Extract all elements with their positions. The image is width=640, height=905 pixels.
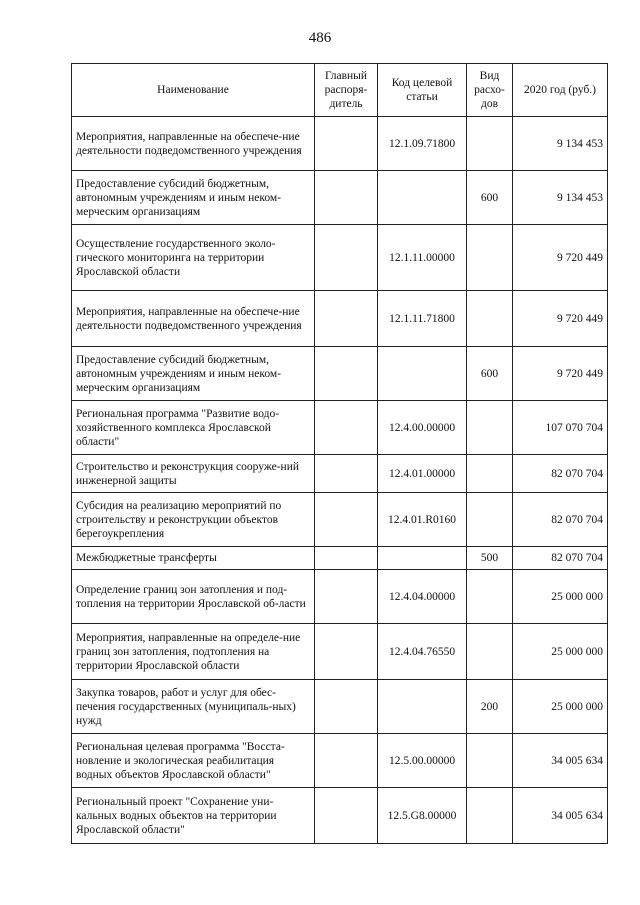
row-type-cell: 200 bbox=[467, 680, 513, 734]
row-name-cell: Осуществление государственного эколо-гического мониторинга на территории Ярославской области bbox=[72, 225, 315, 291]
row-admin-cell bbox=[315, 291, 378, 347]
row-admin-cell bbox=[315, 788, 378, 844]
header-amount: 2020 год (руб.) bbox=[513, 64, 608, 117]
table-row bbox=[72, 455, 608, 493]
row-amount-cell: 34 005 634 bbox=[513, 734, 608, 788]
header-admin: Главный распоря-дитель bbox=[315, 64, 378, 117]
row-amount-cell: 9 720 449 bbox=[513, 347, 608, 401]
row-name-cell: Региональная программа "Развитие водо-хозяйственного комплекса Ярославской области" bbox=[72, 401, 315, 455]
row-code-cell: 12.5.00.00000 bbox=[378, 734, 467, 788]
table-row bbox=[72, 624, 608, 680]
row-code-cell: 12.1.11.71800 bbox=[378, 291, 467, 347]
budget-table bbox=[71, 63, 608, 844]
row-code-cell: 12.4.00.00000 bbox=[378, 401, 467, 455]
table-row bbox=[72, 570, 608, 624]
row-name-cell: Строительство и реконструкция сооруже-ний инженерной защиты bbox=[72, 455, 315, 493]
row-type-cell bbox=[467, 493, 513, 547]
table-row bbox=[72, 788, 608, 844]
table-row bbox=[72, 493, 608, 547]
table-row bbox=[72, 171, 608, 225]
row-name-cell: Мероприятия, направленные на обеспече-ние деятельности подведомственного учреждения bbox=[72, 117, 315, 171]
row-admin-cell bbox=[315, 570, 378, 624]
row-code-cell: 12.5.G8.00000 bbox=[378, 788, 467, 844]
row-admin-cell bbox=[315, 680, 378, 734]
row-code-cell: 12.4.04.76550 bbox=[378, 624, 467, 680]
row-code-cell bbox=[378, 680, 467, 734]
row-amount-cell: 25 000 000 bbox=[513, 624, 608, 680]
row-type-cell bbox=[467, 734, 513, 788]
row-type-cell bbox=[467, 117, 513, 171]
row-type-cell bbox=[467, 225, 513, 291]
row-name-cell: Закупка товаров, работ и услуг для обес-печения государственных (муниципаль-ных) нужд bbox=[72, 680, 315, 734]
page-number: 486 bbox=[308, 30, 332, 46]
table-header-row bbox=[72, 64, 608, 117]
row-type-cell bbox=[467, 570, 513, 624]
row-admin-cell bbox=[315, 547, 378, 570]
row-name-cell: Региональный проект "Сохранение уни-кальных водных объектов на территории Ярославской области" bbox=[72, 788, 315, 844]
row-type-cell bbox=[467, 291, 513, 347]
table-row bbox=[72, 117, 608, 171]
row-admin-cell bbox=[315, 734, 378, 788]
row-admin-cell bbox=[315, 171, 378, 225]
row-code-cell: 12.1.11.00000 bbox=[378, 225, 467, 291]
row-type-cell: 600 bbox=[467, 347, 513, 401]
row-amount-cell: 9 720 449 bbox=[513, 291, 608, 347]
row-code-cell: 12.4.01.R0160 bbox=[378, 493, 467, 547]
row-name-cell: Предоставление субсидий бюджетным, автономным учреждениям и иным неком-мерческим организациям bbox=[72, 347, 315, 401]
row-amount-cell: 9 134 453 bbox=[513, 171, 608, 225]
header-code: Код целевой статьи bbox=[378, 64, 467, 117]
row-type-cell: 600 bbox=[467, 171, 513, 225]
table-row bbox=[72, 547, 608, 570]
row-name-cell: Межбюджетные трансферты bbox=[72, 547, 315, 570]
row-code-cell: 12.4.01.00000 bbox=[378, 455, 467, 493]
row-code-cell bbox=[378, 347, 467, 401]
row-admin-cell bbox=[315, 624, 378, 680]
row-code-cell: 12.1.09.71800 bbox=[378, 117, 467, 171]
row-code-cell bbox=[378, 547, 467, 570]
row-amount-cell: 25 000 000 bbox=[513, 680, 608, 734]
row-type-cell bbox=[467, 455, 513, 493]
row-amount-cell: 82 070 704 bbox=[513, 493, 608, 547]
row-name-cell: Субсидия на реализацию мероприятий по строительству и реконструкции объектов берегоукрепления bbox=[72, 493, 315, 547]
row-amount-cell: 82 070 704 bbox=[513, 455, 608, 493]
row-name-cell: Определение границ зон затопления и под-топления на территории Ярославской об-ласти bbox=[72, 570, 315, 624]
row-name-cell: Региональная целевая программа "Восста-новление и экологическая реабилитация водных объектов Ярославской области" bbox=[72, 734, 315, 788]
header-name: Наименование bbox=[72, 64, 315, 117]
row-type-cell bbox=[467, 401, 513, 455]
table-row bbox=[72, 291, 608, 347]
row-amount-cell: 25 000 000 bbox=[513, 570, 608, 624]
header-type: Вид расхо-дов bbox=[467, 64, 513, 117]
row-admin-cell bbox=[315, 493, 378, 547]
row-type-cell bbox=[467, 788, 513, 844]
row-amount-cell: 34 005 634 bbox=[513, 788, 608, 844]
row-type-cell bbox=[467, 624, 513, 680]
table-row bbox=[72, 734, 608, 788]
row-name-cell: Предоставление субсидий бюджетным, автономным учреждениям и иным неком-мерческим организациям bbox=[72, 171, 315, 225]
row-admin-cell bbox=[315, 225, 378, 291]
row-code-cell: 12.4.04.00000 bbox=[378, 570, 467, 624]
row-admin-cell bbox=[315, 347, 378, 401]
table-row bbox=[72, 680, 608, 734]
table-row bbox=[72, 347, 608, 401]
row-name-cell: Мероприятия, направленные на обеспече-ние деятельности подведомственного учреждения bbox=[72, 291, 315, 347]
row-amount-cell: 9 720 449 bbox=[513, 225, 608, 291]
row-name-cell: Мероприятия, направленные на определе-ние границ зон затопления, подтопления на территории Ярославской области bbox=[72, 624, 315, 680]
table-row bbox=[72, 401, 608, 455]
row-amount-cell: 107 070 704 bbox=[513, 401, 608, 455]
row-type-cell: 500 bbox=[467, 547, 513, 570]
row-admin-cell bbox=[315, 455, 378, 493]
row-admin-cell bbox=[315, 117, 378, 171]
table-row bbox=[72, 225, 608, 291]
row-admin-cell bbox=[315, 401, 378, 455]
row-code-cell bbox=[378, 171, 467, 225]
row-amount-cell: 9 134 453 bbox=[513, 117, 608, 171]
row-amount-cell: 82 070 704 bbox=[513, 547, 608, 570]
